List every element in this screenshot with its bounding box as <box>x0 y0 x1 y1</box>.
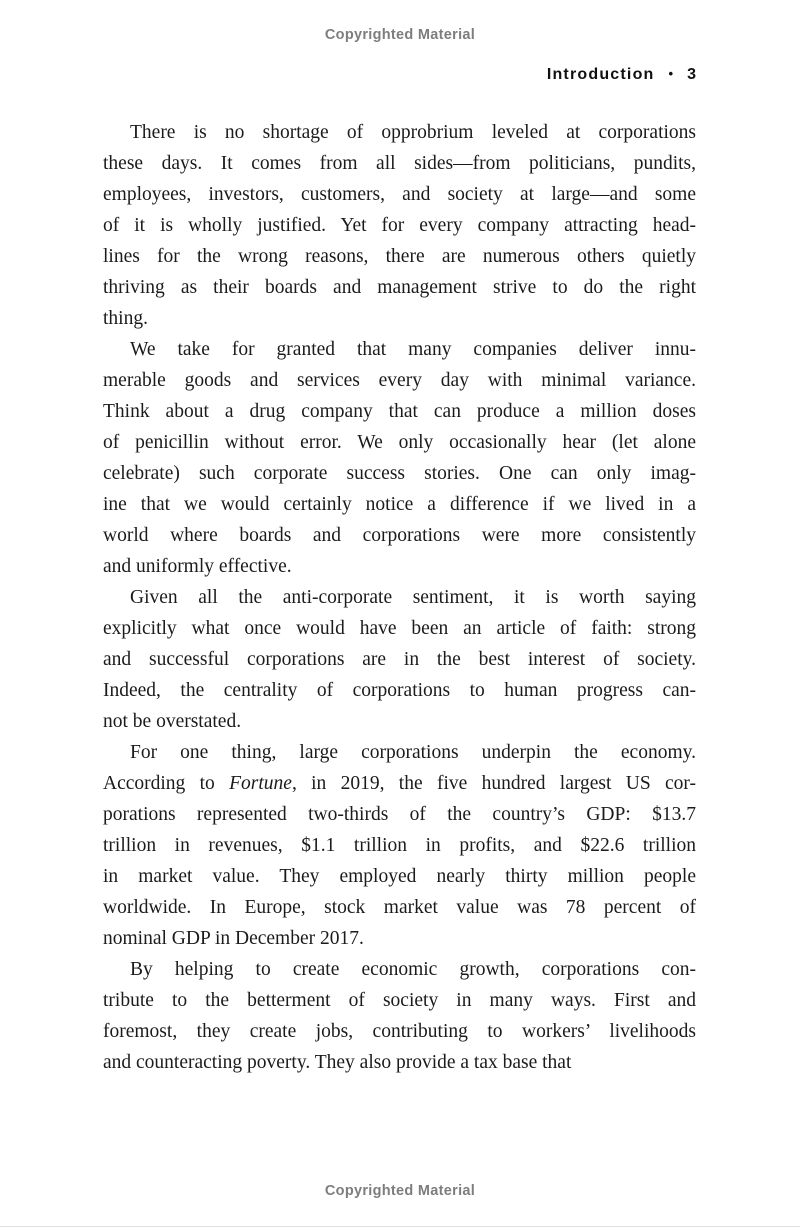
text-line: For one thing, large corporations underpin the economy. <box>130 742 696 763</box>
paragraph <box>103 954 696 1078</box>
text-segment: According to <box>103 773 230 794</box>
page-number: 3 <box>687 66 696 83</box>
text-line: thing. <box>103 308 148 329</box>
paragraph <box>103 334 696 582</box>
text-line: tribute to the betterment of society in many ways. First and <box>103 990 696 1011</box>
text-line: not be overstated. <box>103 711 242 732</box>
text-line: Think about a drug company that can produce a million doses <box>103 401 696 422</box>
text-line: these days. It comes from all sides—from politicians, pundits, <box>103 153 696 174</box>
paragraph <box>103 117 696 334</box>
italic-text: Fortune <box>229 773 292 794</box>
text-line <box>103 768 696 799</box>
copyright-watermark-bottom: Copyrighted Material <box>324 1183 476 1199</box>
text-line: merable goods and services every day with minimal variance. <box>103 370 696 391</box>
text-line: By helping to create economic growth, corporations con- <box>130 959 696 980</box>
text-line: lines for the wrong reasons, there are numerous others quietly <box>103 246 696 267</box>
text-line: Given all the anti-corporate sentiment, it is worth saying <box>130 587 696 608</box>
bullet-separator-icon: • <box>668 66 674 81</box>
text-line: world where boards and corporations were more consistently <box>103 525 696 546</box>
text-line: porations represented two-thirds of the country’s GDP: $13.7 <box>103 804 696 825</box>
text-line: of penicillin without error. We only occasionally hear (let alone <box>103 432 696 453</box>
text-line: employees, investors, customers, and society at large—and some <box>103 184 696 205</box>
text-segment: , in 2019, the five hundred largest US cor- <box>291 773 696 794</box>
text-line: in market value. They employed nearly thirty million people <box>103 866 696 887</box>
text-line: and uniformly effective. <box>103 556 292 577</box>
text-line: ine that we would certainly notice a difference if we lived in a <box>103 494 696 515</box>
paragraph <box>103 582 696 737</box>
text-line: explicitly what once would have been an article of faith: strong <box>103 618 696 639</box>
text-line: trillion in revenues, $1.1 trillion in profits, and $22.6 trillion <box>103 835 696 856</box>
text-line: worldwide. In Europe, stock market value was 78 percent of <box>103 897 696 918</box>
text-line: Indeed, the centrality of corporations to human progress can- <box>103 680 696 701</box>
text-line: celebrate) such corporate success stories. One can only imag- <box>103 463 696 484</box>
running-head-section: Introduction <box>546 66 655 83</box>
text-line: nominal GDP in December 2017. <box>103 928 364 949</box>
text-line: of it is wholly justified. Yet for every company attracting head- <box>103 215 696 236</box>
text-line: foremost, they create jobs, contributing to workers’ livelihoods <box>103 1021 696 1042</box>
running-head <box>104 66 696 84</box>
text-line: thriving as their boards and management strive to do the right <box>103 277 696 298</box>
text-line: and counteracting poverty. They also provide a tax base that <box>103 1052 572 1073</box>
text-line: and successful corporations are in the best interest of society. <box>103 649 696 670</box>
text-line: We take for granted that many companies deliver innu- <box>130 339 696 360</box>
body-text <box>103 117 696 1078</box>
paragraph <box>103 737 696 954</box>
copyright-watermark-top: Copyrighted Material <box>324 27 476 43</box>
text-line: There is no shortage of opprobrium leveled at corporations <box>130 122 696 143</box>
